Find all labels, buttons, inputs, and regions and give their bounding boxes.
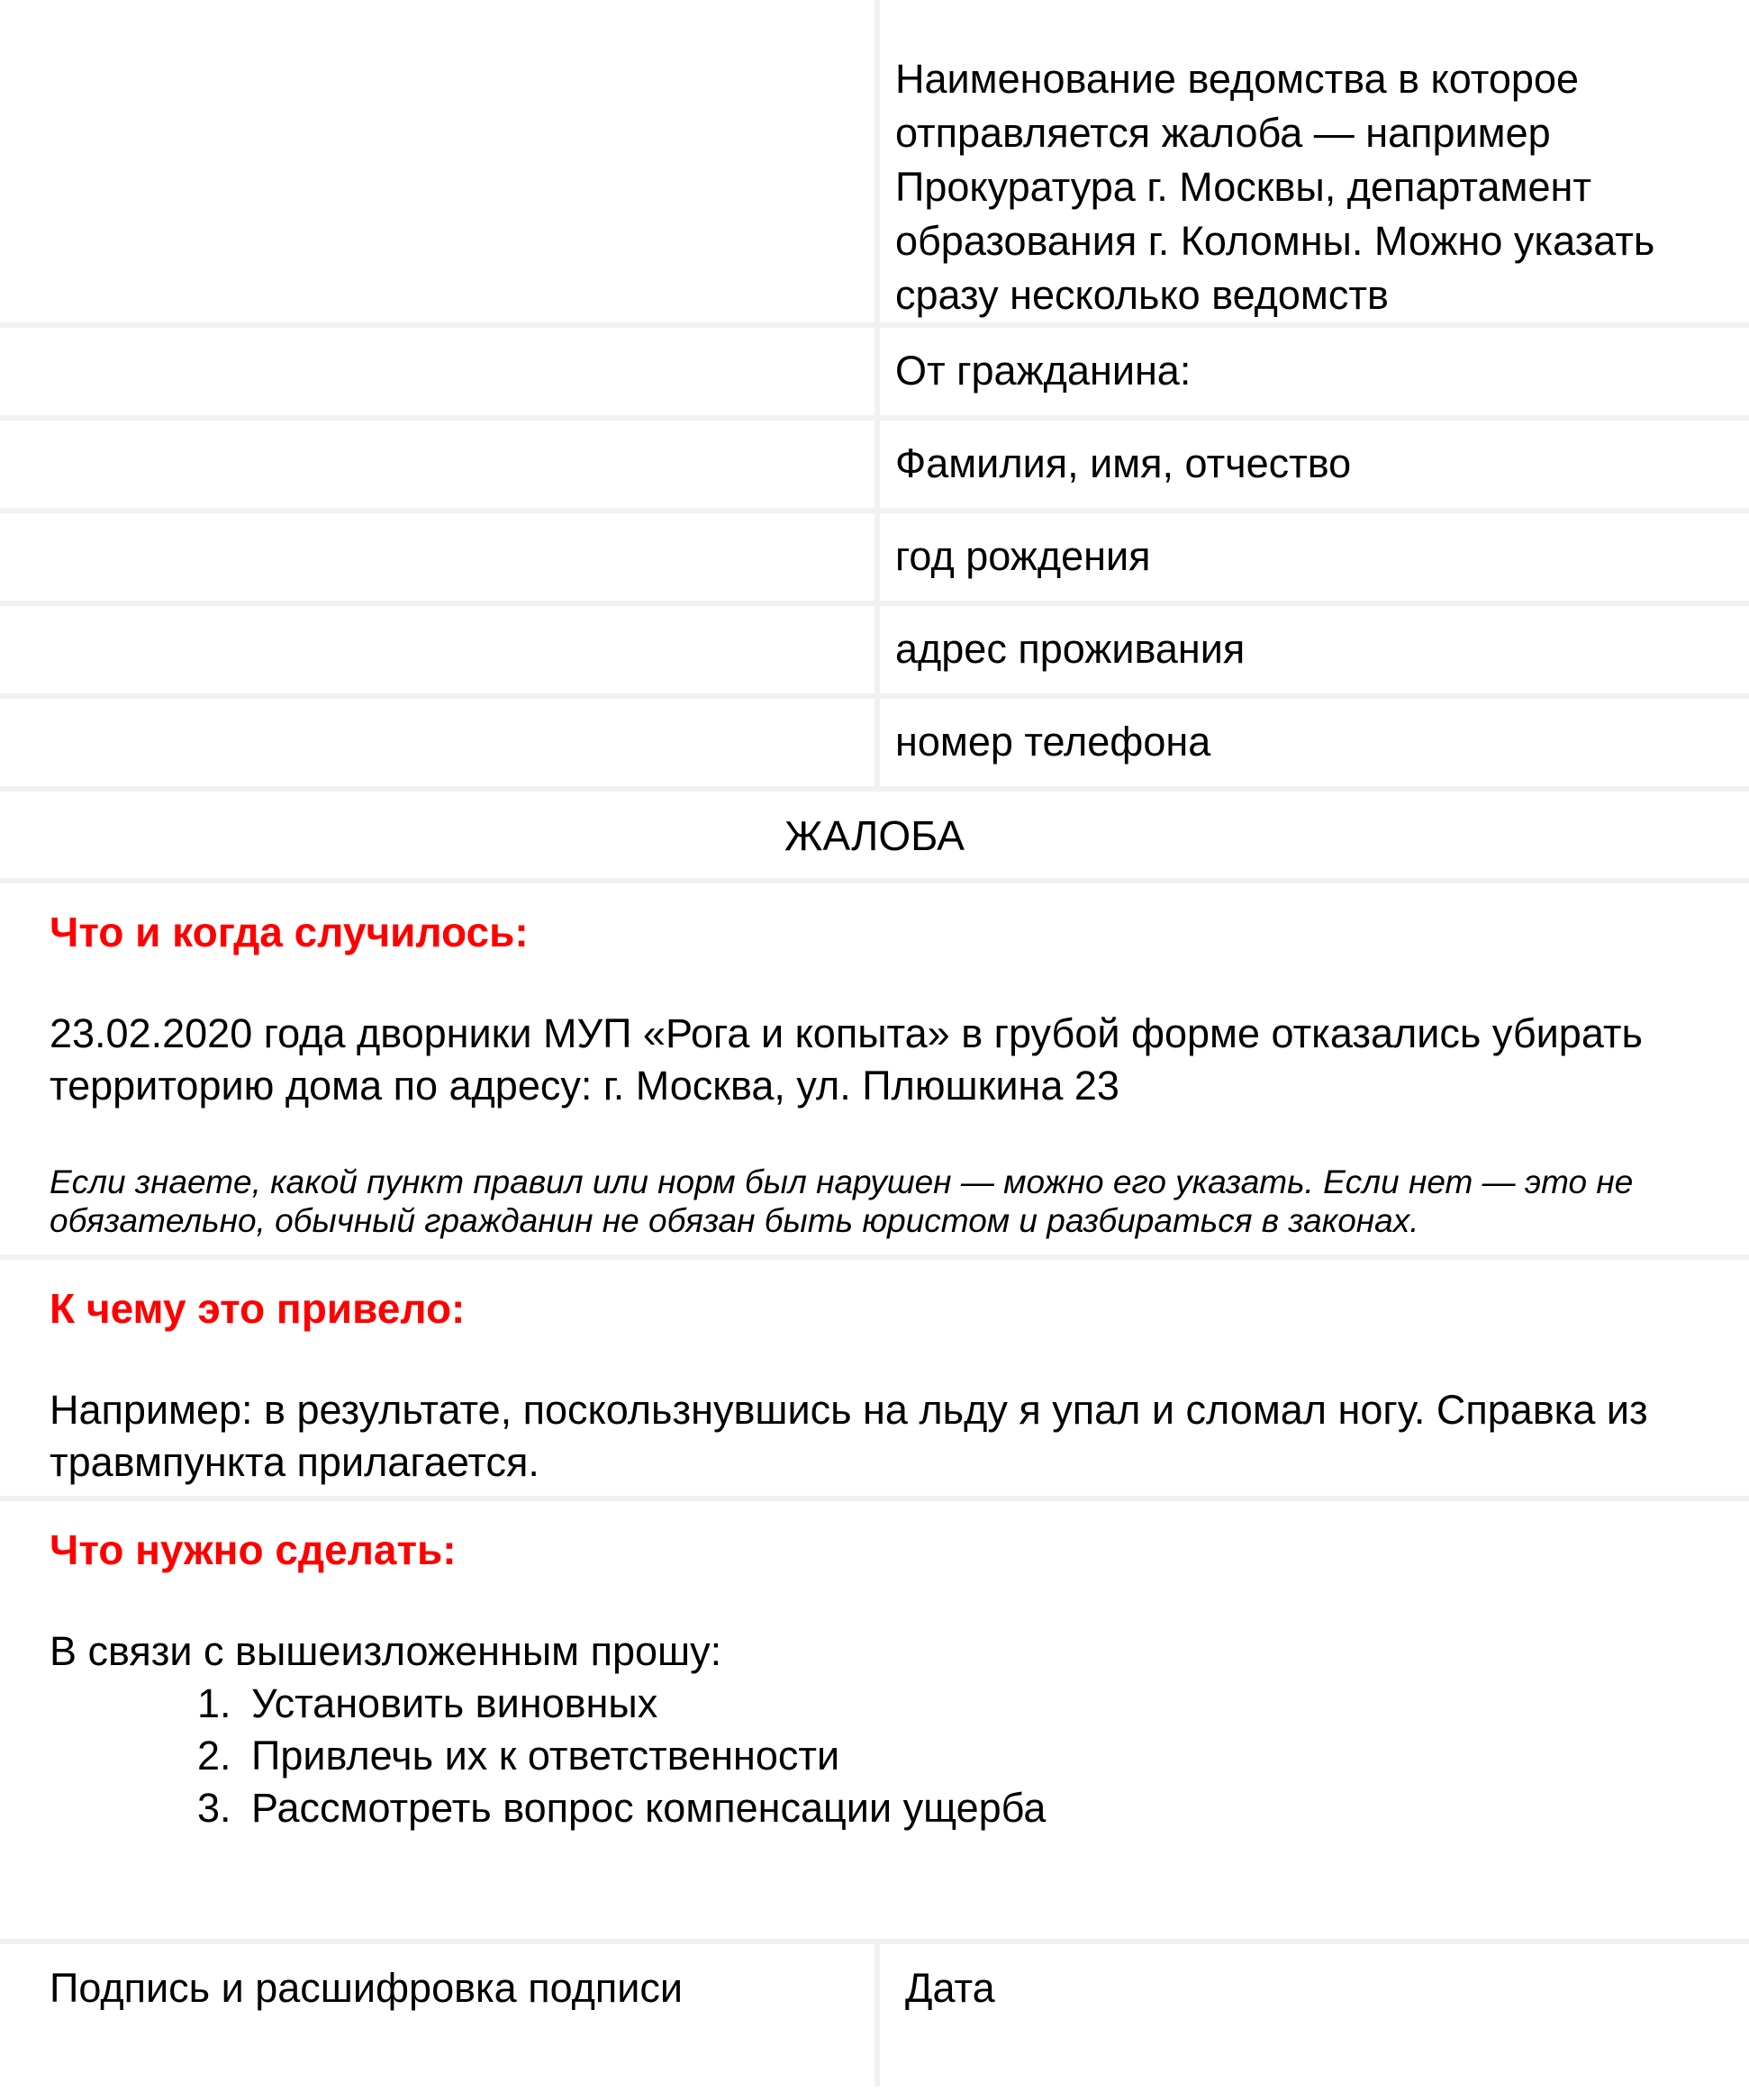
section-note-rules: Если знаете, какой пункт правил или норм был нарушен — можно его указать. Если нет — это не обязательно, обычный гражданин не обязан быть юристом и разбираться в законах. bbox=[50, 1163, 1634, 1239]
list-item-find-guilty: 1. Установить виновных bbox=[242, 1678, 1713, 1730]
section-demands bbox=[0, 1501, 1749, 1944]
table-cell-empty bbox=[0, 328, 874, 415]
section-heading-demands: Что нужно сделать: bbox=[50, 1526, 457, 1573]
document-title: ЖАЛОБА bbox=[0, 792, 1749, 883]
table-row-address bbox=[0, 606, 1749, 699]
signature-row bbox=[0, 1944, 1749, 2086]
table-cell-empty bbox=[0, 606, 874, 693]
recipient-note: Наименование ведомства в которое отправляется жалоба — например Прокуратура г. Москвы, департамент образования г. Коломны. Можно указать сразу несколько ведомств bbox=[874, 0, 1749, 322]
section-body-demands: В связи с вышеизложенным прошу: bbox=[50, 1628, 722, 1674]
date-label: Дата bbox=[874, 1944, 1749, 2086]
table-row-birth-year bbox=[0, 513, 1749, 606]
table-cell-empty bbox=[0, 421, 874, 508]
section-what-happened bbox=[0, 883, 1749, 1260]
table-row-phone bbox=[0, 699, 1749, 792]
table-row-recipient bbox=[0, 0, 1749, 328]
list-item-hold-accountable: 2. Привлечь их к ответственности bbox=[242, 1730, 1713, 1782]
full-name-label: Фамилия, имя, отчество bbox=[874, 421, 1749, 508]
section-heading-what-happened: Что и когда случилось: bbox=[50, 909, 529, 955]
from-citizen-label: От гражданина: bbox=[874, 328, 1749, 415]
signature-label: Подпись и расшифровка подписи bbox=[50, 1965, 684, 2011]
table-row-from bbox=[0, 328, 1749, 421]
table-row-full-name bbox=[0, 421, 1749, 513]
birth-year-label: год рождения bbox=[874, 513, 1749, 601]
table-cell-empty bbox=[0, 699, 874, 786]
section-body-what-happened: 23.02.2020 года дворники МУП «Рога и копыта» в грубой форме отказались убирать территорию дома по адресу: г. Москва, ул. Плюшкина 23 bbox=[50, 1010, 1643, 1109]
section-body-consequences: Например: в результате, поскользнувшись на льду я упал и сломал ногу. Справка из травмпункта прилагается. bbox=[50, 1387, 1648, 1485]
phone-label: номер телефона bbox=[874, 699, 1749, 786]
section-heading-consequences: К чему это привело: bbox=[50, 1285, 466, 1332]
table-cell-empty bbox=[0, 0, 874, 322]
address-label: адрес проживания bbox=[874, 606, 1749, 693]
section-consequences bbox=[0, 1260, 1749, 1501]
demands-list bbox=[50, 1678, 1713, 1834]
list-item-compensation: 3. Рассмотреть вопрос компенсации ущерба bbox=[242, 1782, 1713, 1834]
table-cell-empty bbox=[0, 513, 874, 601]
